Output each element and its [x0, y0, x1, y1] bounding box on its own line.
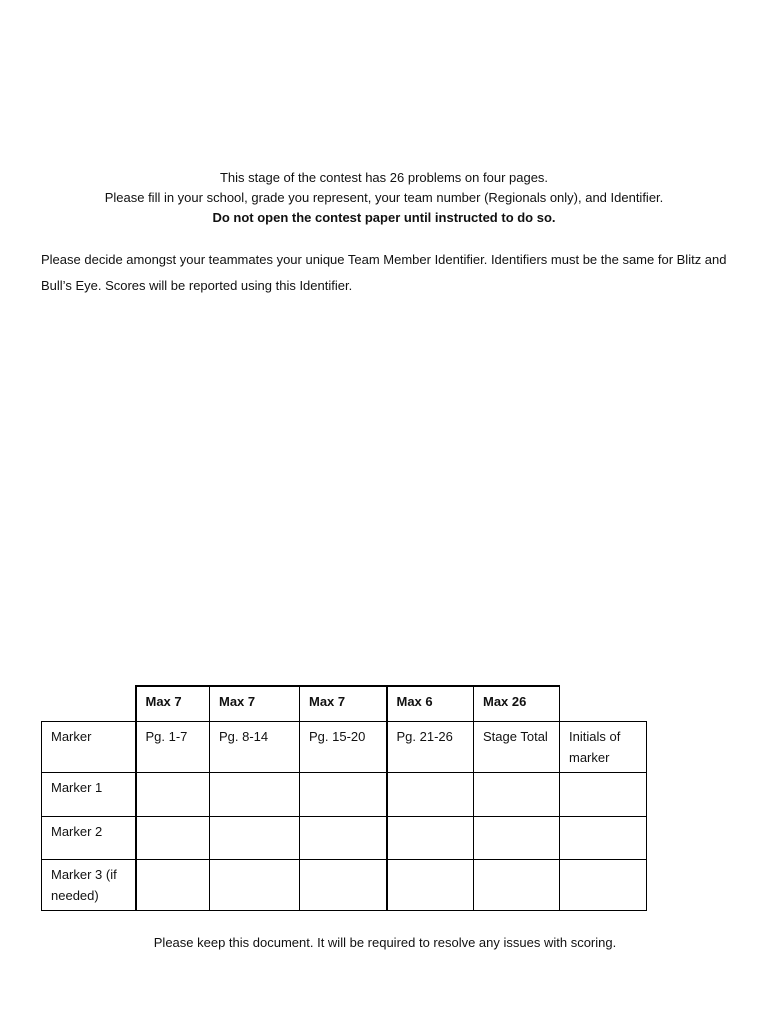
empty-corner-cell: [560, 686, 647, 721]
table-row: [42, 859, 647, 910]
header-pg4: Pg. 21-26: [387, 721, 474, 772]
max-cell-pg1: Max 7: [136, 686, 210, 721]
score-cell[interactable]: [387, 859, 474, 910]
header-stage-total: Stage Total: [474, 721, 560, 772]
max-cell-pg2: Max 7: [210, 686, 300, 721]
table-row: [42, 816, 647, 859]
row-label-marker-2: Marker 2: [42, 816, 136, 859]
score-cell[interactable]: [474, 859, 560, 910]
header-row: [42, 721, 647, 772]
score-cell[interactable]: [474, 816, 560, 859]
initials-cell[interactable]: [560, 816, 647, 859]
max-points-row: [42, 686, 647, 721]
footer-note: Please keep this document. It will be required to resolve any issues with scoring.: [153, 935, 617, 950]
identifier-paragraph: Please decide amongst your teammates your unique Team Member Identifier. Identifiers must be the same for Blitz and Bull’s Eye. Scores will be reported using this Identifier.: [41, 252, 727, 293]
score-cell[interactable]: [136, 816, 210, 859]
max-cell-total: Max 26: [474, 686, 560, 721]
row-label-marker-1: Marker 1: [42, 772, 136, 816]
empty-corner-cell: [42, 686, 136, 721]
score-cell[interactable]: [300, 772, 387, 816]
header-pg3: Pg. 15-20: [300, 721, 387, 772]
instruction-line-fill-in: Please fill in your school, grade you represent, your team number (Regionals only), and Identifier.: [104, 190, 664, 205]
table-row: [42, 772, 647, 816]
header-initials: Initials of marker: [560, 721, 647, 772]
header-marker: Marker: [42, 721, 136, 772]
score-cell[interactable]: [136, 772, 210, 816]
score-cell[interactable]: [300, 816, 387, 859]
max-cell-pg4: Max 6: [387, 686, 474, 721]
header-pg2: Pg. 8-14: [210, 721, 300, 772]
header-pg1: Pg. 1-7: [136, 721, 210, 772]
initials-cell[interactable]: [560, 772, 647, 816]
score-cell[interactable]: [387, 816, 474, 859]
score-cell[interactable]: [210, 859, 300, 910]
instruction-line-problems: This stage of the contest has 26 problems on four pages.: [219, 170, 549, 185]
initials-cell[interactable]: [560, 859, 647, 910]
score-cell[interactable]: [300, 859, 387, 910]
score-cell[interactable]: [210, 816, 300, 859]
max-cell-pg3: Max 7: [300, 686, 387, 721]
row-label-marker-3: Marker 3 (if needed): [42, 859, 136, 910]
score-cell[interactable]: [136, 859, 210, 910]
score-cell[interactable]: [210, 772, 300, 816]
score-cell[interactable]: [474, 772, 560, 816]
instructions-block: [0, 168, 768, 228]
instruction-line-do-not-open: Do not open the contest paper until instructed to do so.: [212, 210, 556, 225]
score-table: [41, 685, 647, 911]
score-cell[interactable]: [387, 772, 474, 816]
